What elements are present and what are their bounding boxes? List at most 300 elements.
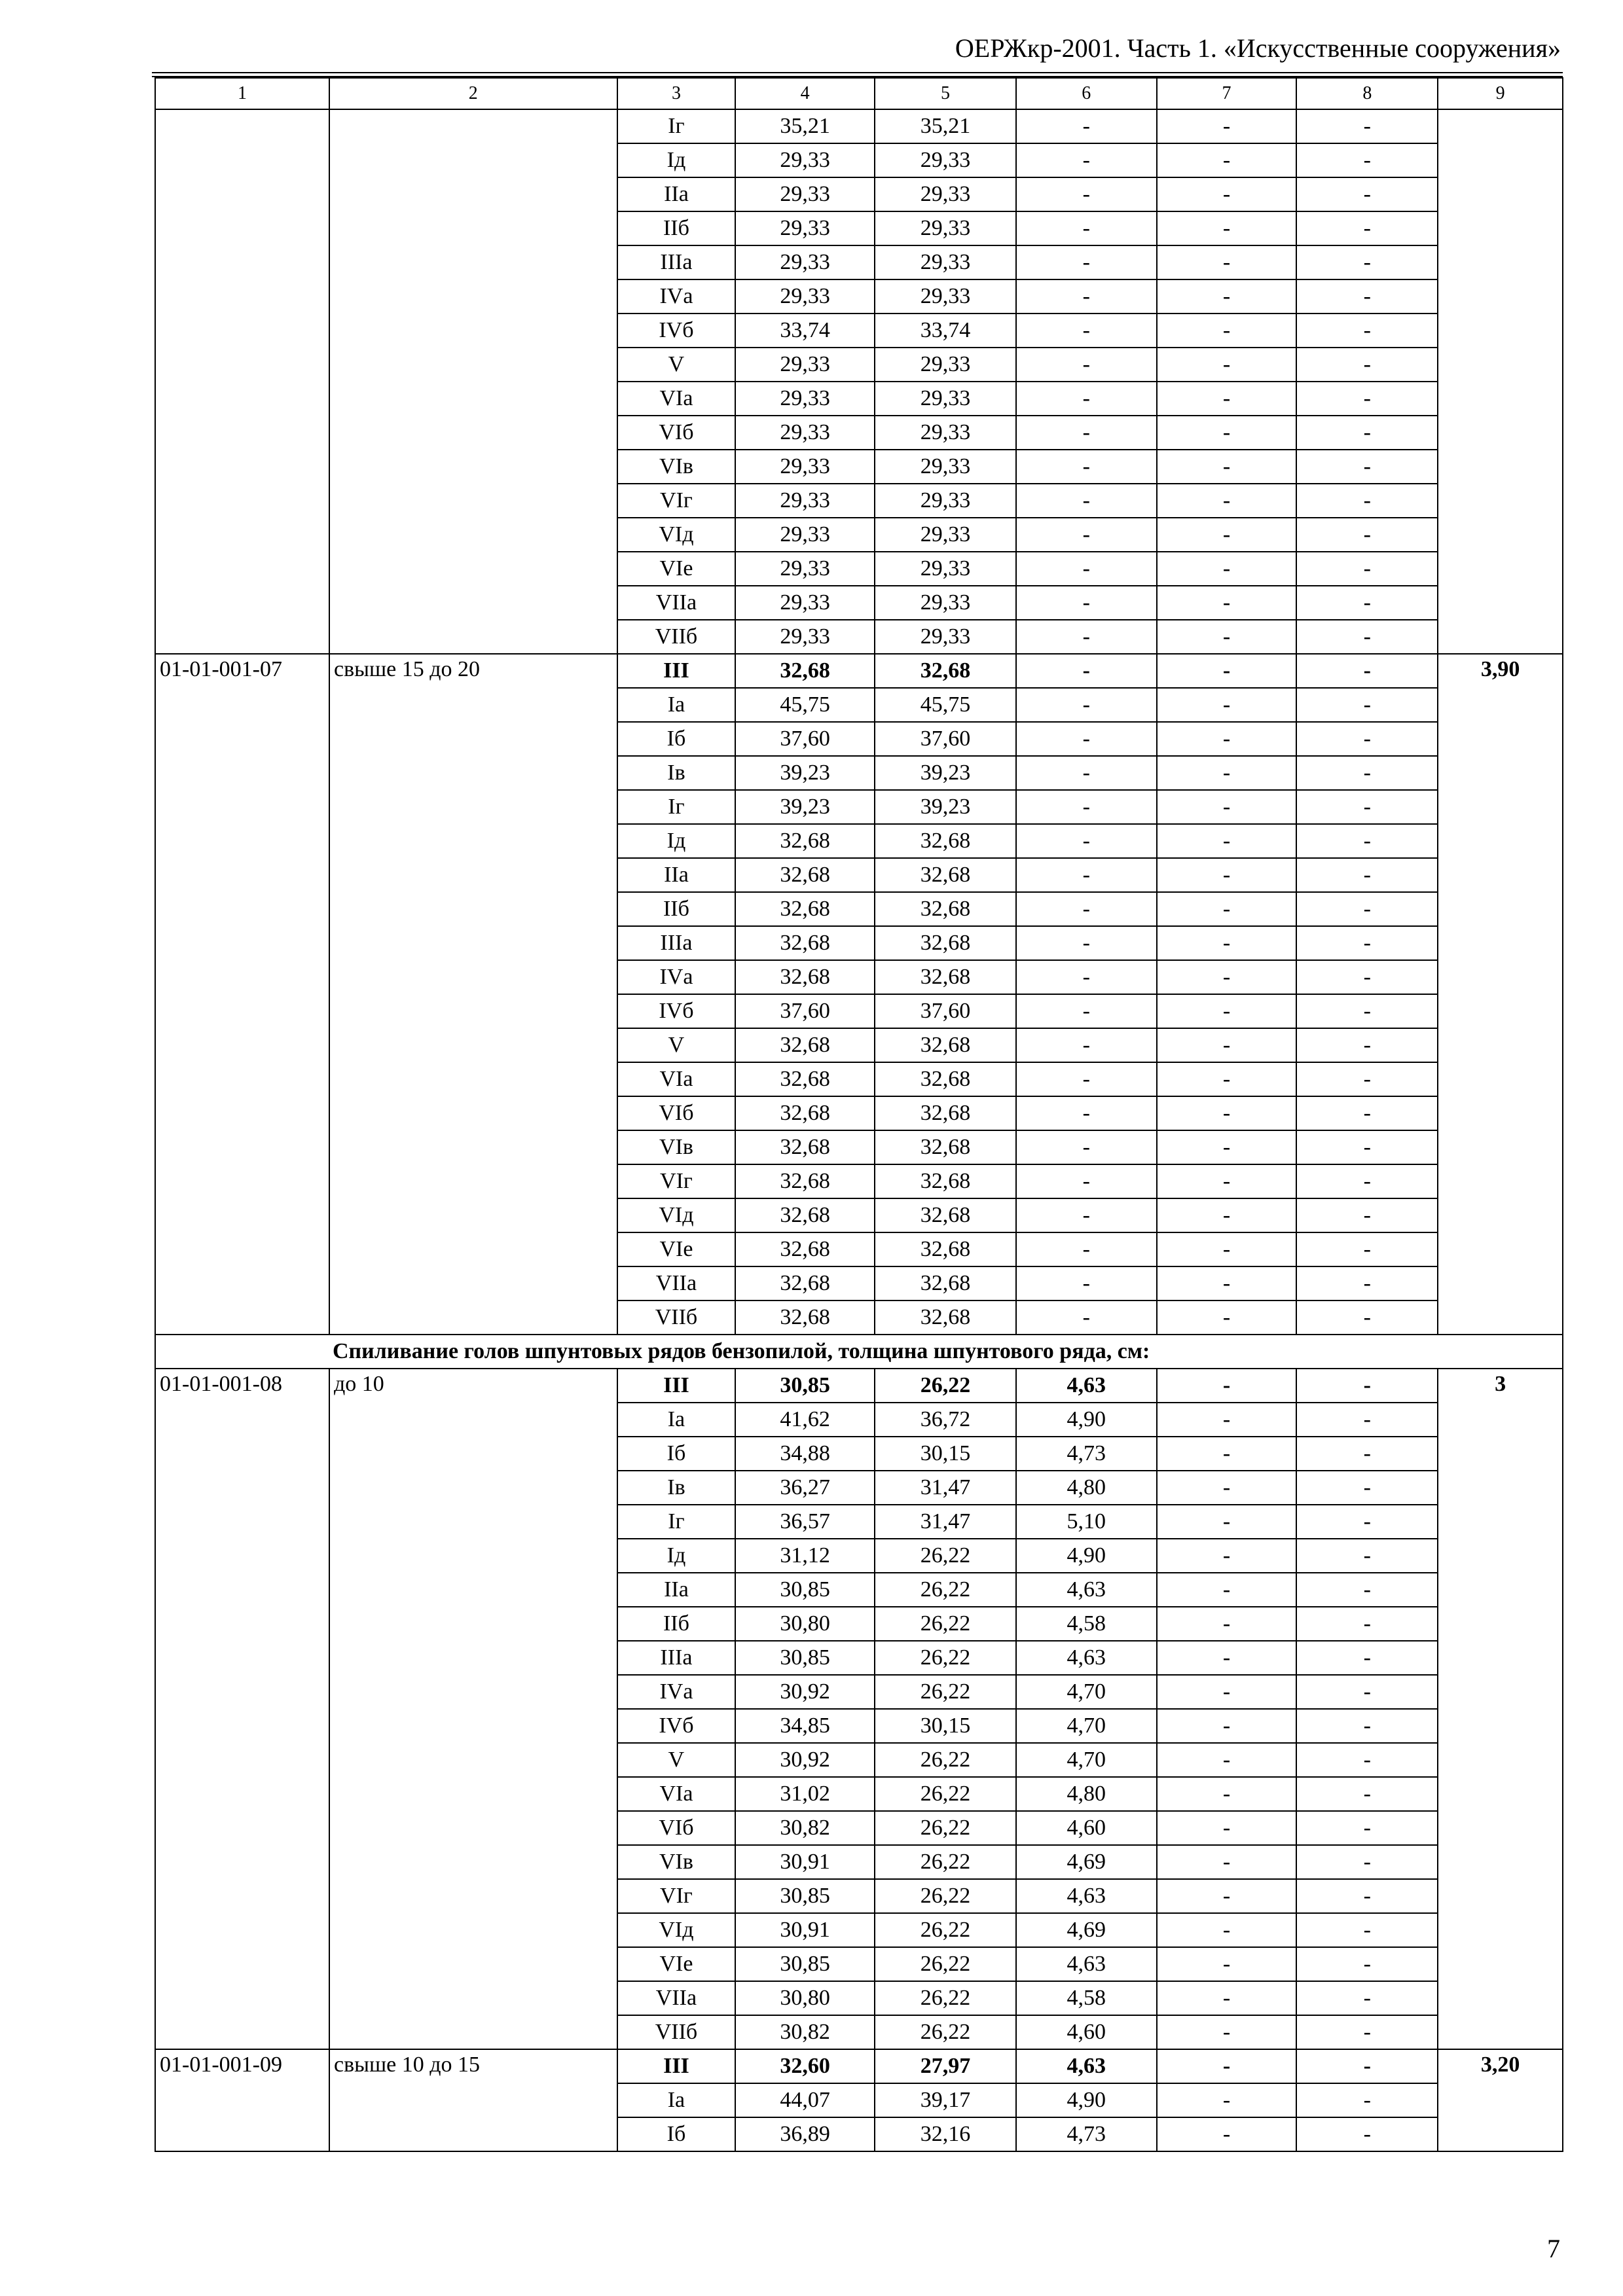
value-cell: - [1296, 1981, 1438, 2015]
value-cell: - [1296, 586, 1438, 620]
region-code: V [617, 1743, 736, 1777]
value-cell: 26,22 [875, 1947, 1016, 1981]
value-cell: 32,68 [875, 1062, 1016, 1096]
value-cell: - [1296, 1845, 1438, 1879]
region-code: VIIб [617, 1300, 736, 1335]
value-cell: - [1157, 858, 1297, 892]
value-cell: 45,75 [875, 688, 1016, 722]
value-cell: 29,33 [875, 177, 1016, 211]
region-code: IIIа [617, 926, 736, 960]
region-code: Iг [617, 109, 736, 143]
value-cell: 32,68 [875, 1028, 1016, 1062]
header-rule [152, 72, 1563, 73]
value-cell: - [1296, 756, 1438, 790]
region-code: VIв [617, 1845, 736, 1879]
region-code: VIа [617, 1062, 736, 1096]
value-cell: 29,33 [875, 484, 1016, 518]
value-cell: - [1296, 245, 1438, 279]
value-cell: 29,33 [875, 348, 1016, 382]
value-cell: - [1296, 1743, 1438, 1777]
region-code: Iг [617, 1505, 736, 1539]
value-cell: - [1157, 688, 1297, 722]
value-cell: 29,33 [875, 586, 1016, 620]
value-cell: - [1296, 109, 1438, 143]
value-cell: - [1296, 824, 1438, 858]
value-cell: 32,68 [735, 1266, 875, 1300]
value-cell: 30,91 [735, 1845, 875, 1879]
value-cell: - [1157, 211, 1297, 245]
value-cell: - [1296, 1232, 1438, 1266]
value-cell: - [1296, 416, 1438, 450]
value-cell: - [1296, 1369, 1438, 1403]
value-cell: 29,33 [875, 450, 1016, 484]
value-cell: 4,69 [1016, 1845, 1157, 1879]
region-code: Iг [617, 790, 736, 824]
value-cell: - [1157, 1607, 1297, 1641]
value-cell: - [1016, 926, 1157, 960]
value-cell: - [1016, 552, 1157, 586]
value-cell: - [1157, 484, 1297, 518]
value-cell: 30,85 [735, 1641, 875, 1675]
value-cell: 32,68 [735, 960, 875, 994]
region-code: III [617, 1369, 736, 1403]
region-code: IIа [617, 858, 736, 892]
value-cell: 26,22 [875, 1369, 1016, 1403]
value-cell: 32,68 [875, 926, 1016, 960]
value-cell: - [1016, 1300, 1157, 1335]
value-cell: 27,97 [875, 2049, 1016, 2083]
value-cell: 29,33 [735, 143, 875, 177]
value-cell: 26,22 [875, 1981, 1016, 2015]
value-cell: - [1016, 348, 1157, 382]
region-code: VIг [617, 1879, 736, 1913]
value-cell: 32,68 [875, 1266, 1016, 1300]
value-cell: 30,80 [735, 1981, 875, 2015]
region-code: VIе [617, 1232, 736, 1266]
value-cell: 4,73 [1016, 1437, 1157, 1471]
value-cell: - [1016, 484, 1157, 518]
value-cell: - [1157, 1266, 1297, 1300]
value-cell: 30,85 [735, 1573, 875, 1607]
value-cell: 32,68 [875, 1096, 1016, 1130]
region-code: VIд [617, 1913, 736, 1947]
value-cell: - [1016, 143, 1157, 177]
region-code: VIв [617, 450, 736, 484]
rate-description: свыше 10 до 15 [329, 2049, 617, 2151]
value-cell: 32,16 [875, 2117, 1016, 2151]
region-code: IIIа [617, 245, 736, 279]
rate-description: до 10 [329, 1369, 617, 2049]
value-cell: 29,33 [875, 518, 1016, 552]
value-cell: - [1296, 1471, 1438, 1505]
value-cell: 29,33 [735, 518, 875, 552]
value-cell: - [1157, 1232, 1297, 1266]
value-cell: 32,68 [875, 892, 1016, 926]
value-cell: - [1296, 1505, 1438, 1539]
value-cell: 29,33 [875, 279, 1016, 314]
value-cell: 39,17 [875, 2083, 1016, 2117]
value-cell: 29,33 [875, 416, 1016, 450]
value-cell: 31,47 [875, 1505, 1016, 1539]
region-code: VIа [617, 1777, 736, 1811]
value-cell: 36,89 [735, 2117, 875, 2151]
value-cell: 29,33 [735, 586, 875, 620]
value-cell: 36,57 [735, 1505, 875, 1539]
value-cell: - [1157, 1437, 1297, 1471]
value-cell: 26,22 [875, 1777, 1016, 1811]
region-code: IVб [617, 1709, 736, 1743]
value-cell: - [1296, 279, 1438, 314]
region-code: Iв [617, 1471, 736, 1505]
value-cell: 26,22 [875, 1845, 1016, 1879]
region-code: VIIа [617, 586, 736, 620]
value-cell: - [1296, 1300, 1438, 1335]
value-cell: - [1016, 620, 1157, 654]
region-code: VIб [617, 416, 736, 450]
value-cell: - [1296, 926, 1438, 960]
section-title-row [155, 1335, 1563, 1369]
column-number: 9 [1438, 78, 1563, 109]
value-cell: 4,60 [1016, 1811, 1157, 1845]
value-cell: 29,33 [735, 245, 875, 279]
value-cell: - [1296, 143, 1438, 177]
region-code: Iа [617, 2083, 736, 2117]
section-title: Спиливание голов шпунтовых рядов бензопилой, толщина шпунтового ряда, см: [155, 1335, 1563, 1369]
rate-code: 01-01-001-09 [155, 2049, 329, 2151]
value-cell: - [1157, 654, 1297, 688]
value-cell: - [1296, 518, 1438, 552]
region-code: Iб [617, 2117, 736, 2151]
table-row [155, 2049, 1563, 2083]
value-cell: - [1157, 416, 1297, 450]
value-cell: 30,15 [875, 1709, 1016, 1743]
value-cell: 26,22 [875, 1607, 1016, 1641]
value-cell: - [1157, 824, 1297, 858]
value-cell: - [1157, 177, 1297, 211]
value-cell: 32,68 [875, 654, 1016, 688]
value-cell: - [1016, 314, 1157, 348]
region-code: Iв [617, 756, 736, 790]
value-cell: 31,12 [735, 1539, 875, 1573]
value-cell: 32,68 [875, 1300, 1016, 1335]
value-cell: - [1296, 211, 1438, 245]
value-cell: - [1157, 1675, 1297, 1709]
value-cell: 4,63 [1016, 1947, 1157, 1981]
rates-table-body [155, 78, 1563, 2151]
value-cell: 4,69 [1016, 1913, 1157, 1947]
value-cell: 32,60 [735, 2049, 875, 2083]
value-cell: - [1157, 1471, 1297, 1505]
value-cell: 32,68 [735, 1062, 875, 1096]
value-cell: 39,23 [875, 790, 1016, 824]
value-cell: - [1016, 688, 1157, 722]
value-cell: - [1157, 1028, 1297, 1062]
value-cell: - [1296, 1130, 1438, 1164]
value-cell: - [1157, 1845, 1297, 1879]
column-number: 1 [155, 78, 329, 109]
value-cell: - [1296, 960, 1438, 994]
value-cell: 4,90 [1016, 1539, 1157, 1573]
value-cell: - [1296, 892, 1438, 926]
region-code: Iб [617, 1437, 736, 1471]
value-cell: 32,68 [735, 1130, 875, 1164]
value-cell: 32,68 [875, 1164, 1016, 1198]
region-code: VIе [617, 1947, 736, 1981]
value-cell: - [1157, 1743, 1297, 1777]
column-number-row [155, 78, 1563, 109]
region-code: VIг [617, 484, 736, 518]
value-cell: 29,33 [735, 382, 875, 416]
value-cell: 4,70 [1016, 1743, 1157, 1777]
value-cell: - [1296, 2049, 1438, 2083]
value-cell: - [1016, 1096, 1157, 1130]
value-cell: - [1296, 314, 1438, 348]
column-number: 7 [1157, 78, 1297, 109]
column-number: 6 [1016, 78, 1157, 109]
value-cell: - [1016, 177, 1157, 211]
region-code: IIб [617, 211, 736, 245]
region-code: IVа [617, 1675, 736, 1709]
region-code: V [617, 1028, 736, 1062]
value-cell: 39,23 [875, 756, 1016, 790]
value-cell: 29,33 [735, 450, 875, 484]
value-cell: 4,73 [1016, 2117, 1157, 2151]
value-cell: 32,68 [735, 1028, 875, 1062]
value-cell: 29,33 [875, 245, 1016, 279]
value-cell: - [1296, 1709, 1438, 1743]
region-code: VIа [617, 382, 736, 416]
value-cell: - [1296, 1777, 1438, 1811]
value-cell: 30,85 [735, 1879, 875, 1913]
value-cell: 26,22 [875, 1913, 1016, 1947]
value-cell: - [1296, 1641, 1438, 1675]
value-cell: 32,68 [875, 960, 1016, 994]
region-code: VIд [617, 1198, 736, 1232]
value-cell: - [1157, 2083, 1297, 2117]
value-cell: - [1157, 1505, 1297, 1539]
region-code: IIа [617, 1573, 736, 1607]
value-cell: 4,60 [1016, 2015, 1157, 2049]
value-cell: 29,33 [875, 143, 1016, 177]
region-code: Iа [617, 688, 736, 722]
value-cell: - [1016, 790, 1157, 824]
value-cell: 29,33 [735, 211, 875, 245]
value-cell: - [1296, 1198, 1438, 1232]
region-code: VIв [617, 1130, 736, 1164]
value-cell: - [1157, 518, 1297, 552]
rates-table [155, 77, 1563, 2152]
value-cell: - [1016, 518, 1157, 552]
value-cell: - [1296, 654, 1438, 688]
value-cell: 26,22 [875, 1879, 1016, 1913]
region-code: VIIа [617, 1266, 736, 1300]
region-code: Iб [617, 722, 736, 756]
value-cell: 29,33 [735, 552, 875, 586]
region-code: VIб [617, 1096, 736, 1130]
value-cell: - [1296, 1947, 1438, 1981]
value-cell: 30,82 [735, 2015, 875, 2049]
value-cell: - [1296, 1062, 1438, 1096]
value-cell: 32,68 [875, 1198, 1016, 1232]
value-cell: 36,27 [735, 1471, 875, 1505]
value-cell: - [1296, 1437, 1438, 1471]
rate-description: свыше 15 до 20 [329, 654, 617, 1335]
value-cell: - [1157, 1096, 1297, 1130]
value-cell: - [1296, 1164, 1438, 1198]
value-cell: - [1157, 722, 1297, 756]
value-cell: - [1016, 994, 1157, 1028]
value-cell: 37,60 [875, 722, 1016, 756]
value-cell: - [1016, 1062, 1157, 1096]
table-row [155, 109, 1563, 143]
value-cell: - [1296, 2117, 1438, 2151]
value-cell: 30,85 [735, 1947, 875, 1981]
region-code: IVа [617, 279, 736, 314]
value-cell: 33,74 [735, 314, 875, 348]
value-cell: 34,85 [735, 1709, 875, 1743]
value-cell: 32,68 [735, 926, 875, 960]
value-cell: - [1157, 382, 1297, 416]
value-cell: - [1157, 994, 1297, 1028]
value-cell: - [1016, 1130, 1157, 1164]
value-cell: 44,07 [735, 2083, 875, 2117]
value-cell: - [1157, 1709, 1297, 1743]
labor-cost-value: 3,20 [1438, 2049, 1563, 2151]
value-cell: - [1016, 722, 1157, 756]
value-cell: - [1157, 1130, 1297, 1164]
value-cell: - [1157, 2117, 1297, 2151]
region-code: VIIб [617, 620, 736, 654]
region-code: Iд [617, 143, 736, 177]
value-cell: - [1016, 1232, 1157, 1266]
value-cell: - [1157, 2049, 1297, 2083]
value-cell: 26,22 [875, 1573, 1016, 1607]
value-cell: - [1296, 722, 1438, 756]
value-cell: 4,90 [1016, 1403, 1157, 1437]
column-number: 2 [329, 78, 617, 109]
value-cell: - [1296, 688, 1438, 722]
region-code: IIб [617, 1607, 736, 1641]
page-header: ОЕРЖкр-2001. Часть 1. «Искусственные сооружения» [955, 33, 1561, 63]
value-cell: 31,47 [875, 1471, 1016, 1505]
value-cell: 29,33 [735, 177, 875, 211]
value-cell: - [1157, 620, 1297, 654]
value-cell: - [1157, 552, 1297, 586]
value-cell: - [1296, 620, 1438, 654]
value-cell: 32,68 [735, 1164, 875, 1198]
value-cell: 36,72 [875, 1403, 1016, 1437]
labor-cost-value [1438, 109, 1563, 654]
value-cell: - [1296, 484, 1438, 518]
value-cell: - [1296, 177, 1438, 211]
value-cell: 5,10 [1016, 1505, 1157, 1539]
value-cell: 37,60 [735, 994, 875, 1028]
value-cell: - [1157, 450, 1297, 484]
rate-code: 01-01-001-08 [155, 1369, 329, 2049]
value-cell: 4,63 [1016, 1641, 1157, 1675]
value-cell: - [1296, 1539, 1438, 1573]
value-cell: - [1016, 245, 1157, 279]
value-cell: 30,92 [735, 1675, 875, 1709]
value-cell: - [1296, 2083, 1438, 2117]
value-cell: - [1157, 348, 1297, 382]
value-cell: - [1157, 1369, 1297, 1403]
value-cell: - [1016, 960, 1157, 994]
value-cell: - [1157, 1573, 1297, 1607]
value-cell: 30,85 [735, 1369, 875, 1403]
value-cell: 30,92 [735, 1743, 875, 1777]
labor-cost-value: 3 [1438, 1369, 1563, 2049]
value-cell: - [1296, 858, 1438, 892]
value-cell: - [1016, 858, 1157, 892]
value-cell: - [1157, 1947, 1297, 1981]
value-cell: - [1157, 1981, 1297, 2015]
value-cell: - [1296, 2015, 1438, 2049]
region-code: III [617, 2049, 736, 2083]
value-cell: 26,22 [875, 1641, 1016, 1675]
value-cell: 32,68 [735, 858, 875, 892]
value-cell: 29,33 [735, 279, 875, 314]
value-cell: - [1296, 1675, 1438, 1709]
value-cell: - [1157, 1300, 1297, 1335]
value-cell: - [1157, 892, 1297, 926]
value-cell: - [1016, 892, 1157, 926]
region-code: Iа [617, 1403, 736, 1437]
value-cell: - [1157, 1811, 1297, 1845]
value-cell: - [1157, 314, 1297, 348]
rate-code: 01-01-001-07 [155, 654, 329, 1335]
value-cell: - [1157, 960, 1297, 994]
value-cell: 4,90 [1016, 2083, 1157, 2117]
value-cell: - [1157, 926, 1297, 960]
table-row [155, 1369, 1563, 1403]
value-cell: 4,58 [1016, 1607, 1157, 1641]
value-cell: 32,68 [875, 1130, 1016, 1164]
value-cell: 4,63 [1016, 2049, 1157, 2083]
value-cell: - [1157, 1403, 1297, 1437]
region-code: V [617, 348, 736, 382]
value-cell: - [1157, 245, 1297, 279]
value-cell: 4,63 [1016, 1879, 1157, 1913]
value-cell: 32,68 [735, 1096, 875, 1130]
region-code: VIIа [617, 1981, 736, 2015]
value-cell: - [1016, 586, 1157, 620]
value-cell: 26,22 [875, 2015, 1016, 2049]
value-cell: - [1157, 1879, 1297, 1913]
value-cell: - [1296, 1879, 1438, 1913]
rate-description [329, 109, 617, 654]
value-cell: - [1016, 279, 1157, 314]
value-cell: - [1296, 1607, 1438, 1641]
value-cell: - [1296, 382, 1438, 416]
value-cell: - [1157, 790, 1297, 824]
value-cell: 34,88 [735, 1437, 875, 1471]
value-cell: - [1016, 654, 1157, 688]
value-cell: 32,68 [875, 1232, 1016, 1266]
value-cell: 35,21 [735, 109, 875, 143]
value-cell: - [1157, 1913, 1297, 1947]
value-cell: 29,33 [735, 620, 875, 654]
value-cell: - [1296, 348, 1438, 382]
value-cell: 29,33 [735, 348, 875, 382]
value-cell: - [1296, 450, 1438, 484]
value-cell: - [1157, 586, 1297, 620]
value-cell: 26,22 [875, 1743, 1016, 1777]
value-cell: 29,33 [875, 382, 1016, 416]
region-code: IIIа [617, 1641, 736, 1675]
value-cell: - [1016, 1028, 1157, 1062]
value-cell: - [1157, 1777, 1297, 1811]
